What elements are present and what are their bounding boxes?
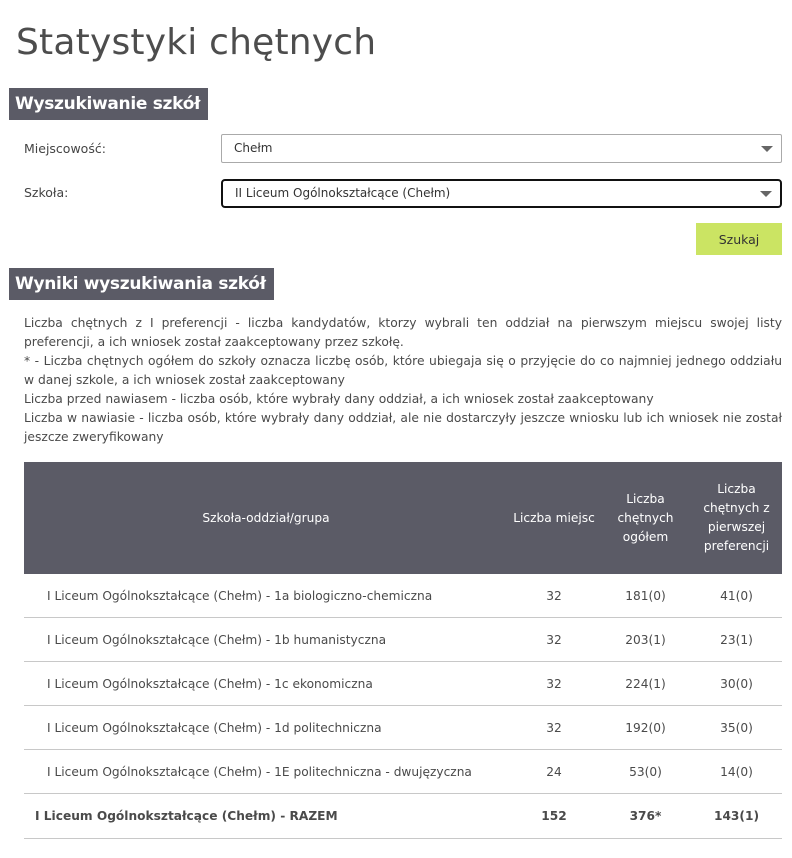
row-first-pref: 14(0) — [691, 750, 782, 794]
school-select[interactable] — [221, 179, 782, 208]
row-places: 32 — [508, 662, 600, 706]
total-total: 376* — [600, 794, 691, 839]
row-total: 53(0) — [600, 750, 691, 794]
row-total: 192(0) — [600, 706, 691, 750]
city-select[interactable] — [221, 134, 782, 163]
row-first-pref: 41(0) — [691, 574, 782, 618]
header-places: Liczba miejsc — [508, 462, 600, 574]
search-button[interactable]: Szukaj — [696, 223, 782, 255]
chevron-down-icon — [761, 146, 773, 152]
row-first-pref: 30(0) — [691, 662, 782, 706]
legend-before-parenthesis: Liczba przed nawiasem - liczba osób, które wybrały dany oddział, a ich wniosek został zaakceptowany — [24, 392, 654, 406]
chevron-down-icon — [760, 191, 772, 197]
row-places: 24 — [508, 750, 600, 794]
legend-total-note: * - Liczba chętnych ogółem do szkoły oznacza liczbę osób, które ubiegaja się o przyjęcie do co najmniej jednego oddziału w danej szkole, a ich wniosek został zaakceptowany — [24, 354, 782, 387]
row-first-pref: 35(0) — [691, 706, 782, 750]
search-section-header: Wyszukiwanie szkół — [9, 88, 208, 120]
row-name: I Liceum Ogólnokształcące (Chełm) - 1E politechniczna - dwujęzyczna — [24, 750, 508, 794]
city-label: Miejscowość: — [24, 141, 106, 156]
school-select-value: II Liceum Ogólnokształcące (Chełm) — [235, 186, 451, 200]
page-title: Statystyki chętnych — [16, 22, 377, 63]
table-row — [24, 618, 782, 662]
table-row — [24, 574, 782, 618]
table-row — [24, 662, 782, 706]
row-name: I Liceum Ogólnokształcące (Chełm) - 1d politechniczna — [24, 706, 508, 750]
header-first-pref: Liczba chętnych z pierwszej preferencji — [691, 462, 782, 574]
row-places: 32 — [508, 706, 600, 750]
row-name: I Liceum Ogólnokształcące (Chełm) - 1c ekonomiczna — [24, 662, 508, 706]
city-select-value: Chełm — [234, 141, 273, 155]
row-total: 203(1) — [600, 618, 691, 662]
header-total: Liczba chętnych ogółem — [600, 462, 691, 574]
legend-in-parenthesis: Liczba w nawiasie - liczba osób, które wybrały dany oddział, ale nie dostarczyły jeszcze wniosku lub ich wniosek nie został jeszcze zweryfikowany — [24, 411, 782, 444]
table-row — [24, 706, 782, 750]
row-name: I Liceum Ogólnokształcące (Chełm) - 1b humanistyczna — [24, 618, 508, 662]
row-total: 224(1) — [600, 662, 691, 706]
school-label: Szkoła: — [24, 185, 69, 200]
row-places: 32 — [508, 574, 600, 618]
table-row — [24, 750, 782, 794]
table-header-row — [24, 462, 782, 574]
row-first-pref: 23(1) — [691, 618, 782, 662]
total-places: 152 — [508, 794, 600, 839]
table-total-row — [24, 794, 782, 839]
results-table — [24, 462, 782, 839]
total-first-pref: 143(1) — [691, 794, 782, 839]
legend-first-pref: Liczba chętnych z I preferencji - liczba kandydatów, ktorzy wybrali ten oddział na pierwszym miejscu swojej listy preferencji, a ich wniosek został zaakceptowany przez szkołę. — [24, 316, 782, 349]
results-section-header: Wyniki wyszukiwania szkół — [9, 268, 274, 300]
header-name: Szkoła-oddział/grupa — [24, 462, 508, 574]
row-total: 181(0) — [600, 574, 691, 618]
row-name: I Liceum Ogólnokształcące (Chełm) - 1a biologiczno-chemiczna — [24, 574, 508, 618]
row-places: 32 — [508, 618, 600, 662]
results-legend — [24, 314, 782, 447]
total-name: I Liceum Ogólnokształcące (Chełm) - RAZEM — [24, 794, 508, 839]
